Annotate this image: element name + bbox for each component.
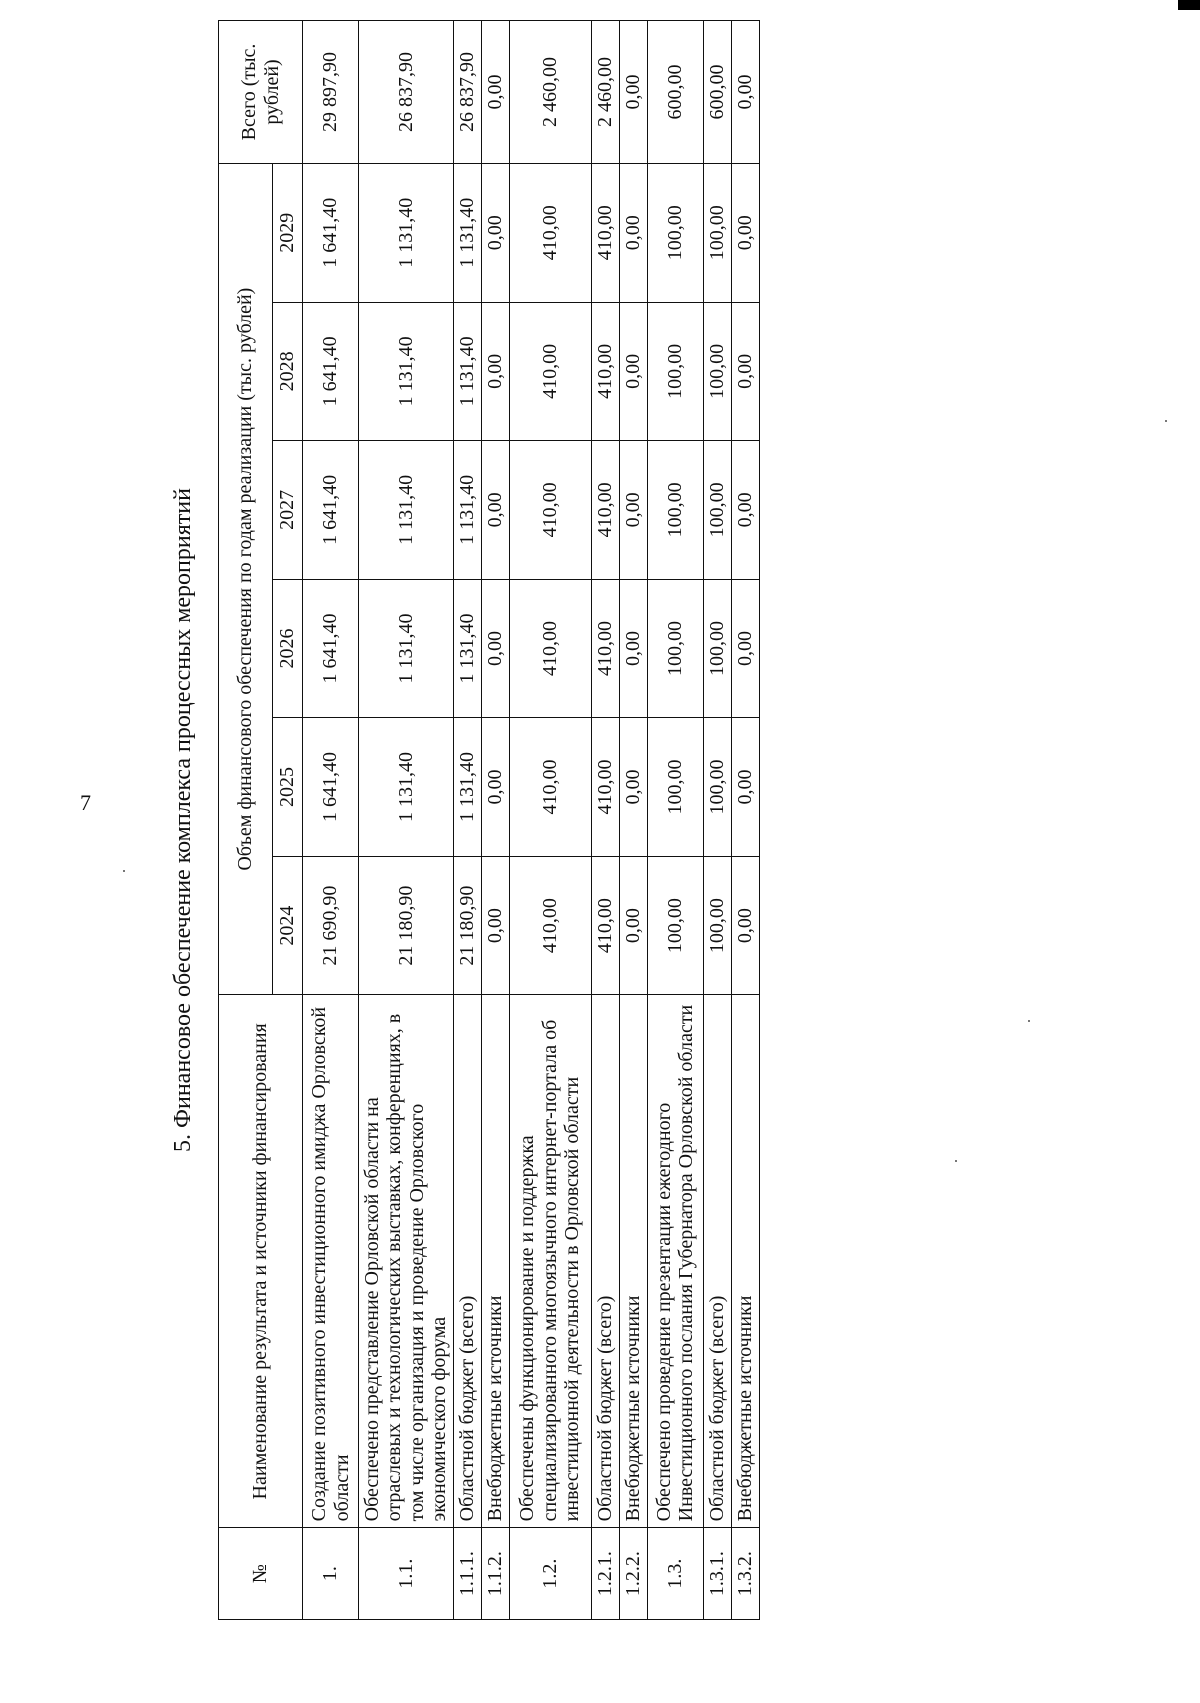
rotated-page-content bbox=[140, 20, 1190, 1620]
year-value: 410,00 bbox=[509, 441, 591, 580]
row-total: 600,00 bbox=[647, 21, 703, 164]
year-value: 0,00 bbox=[481, 718, 509, 857]
table-row bbox=[591, 21, 619, 1620]
year-value: 1 641,40 bbox=[303, 302, 359, 441]
header-year: 2029 bbox=[273, 163, 303, 302]
row-total: 29 897,90 bbox=[303, 21, 359, 164]
year-value: 1 641,40 bbox=[303, 718, 359, 857]
scan-dot bbox=[123, 870, 125, 872]
year-value: 100,00 bbox=[647, 302, 703, 441]
year-value: 100,00 bbox=[703, 579, 731, 718]
year-value: 1 131,40 bbox=[359, 441, 454, 580]
year-value: 1 131,40 bbox=[359, 718, 454, 857]
row-number: 1.2.1. bbox=[591, 1528, 619, 1620]
row-number: 1.2. bbox=[509, 1528, 591, 1620]
year-value: 0,00 bbox=[619, 579, 647, 718]
row-total: 0,00 bbox=[731, 21, 759, 164]
year-value: 0,00 bbox=[481, 579, 509, 718]
year-value: 100,00 bbox=[703, 718, 731, 857]
year-value: 1 131,40 bbox=[359, 579, 454, 718]
year-value: 0,00 bbox=[619, 163, 647, 302]
year-value: 100,00 bbox=[703, 856, 731, 995]
year-value: 410,00 bbox=[591, 718, 619, 857]
row-number: 1.1.1. bbox=[453, 1528, 481, 1620]
year-value: 0,00 bbox=[731, 856, 759, 995]
row-total: 0,00 bbox=[619, 21, 647, 164]
year-value: 21 180,90 bbox=[359, 856, 454, 995]
year-value: 1 131,40 bbox=[359, 163, 454, 302]
table-row bbox=[453, 21, 481, 1620]
year-value: 0,00 bbox=[731, 441, 759, 580]
year-value: 1 131,40 bbox=[453, 718, 481, 857]
year-value: 410,00 bbox=[591, 163, 619, 302]
header-no: № bbox=[219, 1528, 303, 1620]
year-value: 100,00 bbox=[703, 163, 731, 302]
row-name: Областной бюджет (всего) bbox=[453, 995, 481, 1528]
year-value: 0,00 bbox=[731, 718, 759, 857]
year-value: 0,00 bbox=[481, 302, 509, 441]
year-value: 410,00 bbox=[591, 441, 619, 580]
table-row bbox=[647, 21, 703, 1620]
year-value: 100,00 bbox=[647, 441, 703, 580]
header-year: 2025 bbox=[273, 718, 303, 857]
year-value: 1 131,40 bbox=[453, 302, 481, 441]
year-value: 410,00 bbox=[591, 302, 619, 441]
year-value: 410,00 bbox=[591, 579, 619, 718]
row-total: 26 837,90 bbox=[453, 21, 481, 164]
row-name: Областной бюджет (всего) bbox=[591, 995, 619, 1528]
row-number: 1.3.2. bbox=[731, 1528, 759, 1620]
year-value: 410,00 bbox=[509, 163, 591, 302]
year-value: 1 641,40 bbox=[303, 441, 359, 580]
year-value: 0,00 bbox=[481, 163, 509, 302]
row-name: Создание позитивного инвестиционного имиджа Орловской области bbox=[303, 995, 359, 1528]
year-value: 0,00 bbox=[619, 718, 647, 857]
year-value: 100,00 bbox=[647, 856, 703, 995]
header-name: Наименование результата и источники финансирования bbox=[219, 995, 303, 1528]
year-value: 410,00 bbox=[509, 579, 591, 718]
row-name: Внебюджетные источники bbox=[481, 995, 509, 1528]
year-value: 410,00 bbox=[591, 856, 619, 995]
year-value: 1 131,40 bbox=[453, 163, 481, 302]
row-total: 2 460,00 bbox=[591, 21, 619, 164]
scan-edge-mark bbox=[1178, 0, 1200, 10]
year-value: 410,00 bbox=[509, 302, 591, 441]
header-total: Всего (тыс. рублей) bbox=[219, 21, 303, 164]
row-name: Обеспечены функционирование и поддержка специализированного многоязычного интернет-портала об инвестиционной деятельности в Орловской области bbox=[509, 995, 591, 1528]
row-total: 0,00 bbox=[481, 21, 509, 164]
section-title: 5. Финансовое обеспечение комплекса процессных мероприятий bbox=[170, 488, 196, 1152]
table-row bbox=[481, 21, 509, 1620]
row-number: 1.1. bbox=[359, 1528, 454, 1620]
year-value: 100,00 bbox=[647, 163, 703, 302]
year-value: 0,00 bbox=[731, 163, 759, 302]
table-row bbox=[731, 21, 759, 1620]
row-name: Внебюджетные источники bbox=[619, 995, 647, 1528]
row-number: 1.3. bbox=[647, 1528, 703, 1620]
header-year: 2027 bbox=[273, 441, 303, 580]
row-total: 26 837,90 bbox=[359, 21, 454, 164]
year-value: 0,00 bbox=[619, 302, 647, 441]
table-row bbox=[703, 21, 731, 1620]
year-value: 100,00 bbox=[703, 302, 731, 441]
year-value: 0,00 bbox=[481, 856, 509, 995]
table-row bbox=[619, 21, 647, 1620]
row-name: Обеспечено представление Орловской области на отраслевых и технологических выставках, конференциях, в том числе организация и проведение Орловского экономического форума bbox=[359, 995, 454, 1528]
year-value: 21 690,90 bbox=[303, 856, 359, 995]
header-years-group: Объем финансового обеспечения по годам реализации (тыс. рублей) bbox=[219, 163, 273, 994]
year-value: 410,00 bbox=[509, 718, 591, 857]
year-value: 1 641,40 bbox=[303, 579, 359, 718]
year-value: 100,00 bbox=[647, 718, 703, 857]
year-value: 1 131,40 bbox=[453, 579, 481, 718]
year-value: 1 131,40 bbox=[453, 441, 481, 580]
row-number: 1. bbox=[303, 1528, 359, 1620]
year-value: 21 180,90 bbox=[453, 856, 481, 995]
year-value: 100,00 bbox=[647, 579, 703, 718]
year-value: 0,00 bbox=[619, 441, 647, 580]
year-value: 0,00 bbox=[731, 579, 759, 718]
year-value: 1 641,40 bbox=[303, 163, 359, 302]
year-value: 0,00 bbox=[481, 441, 509, 580]
year-value: 0,00 bbox=[731, 302, 759, 441]
row-name: Внебюджетные источники bbox=[731, 995, 759, 1528]
table-row bbox=[303, 21, 359, 1620]
row-number: 1.3.1. bbox=[703, 1528, 731, 1620]
year-value: 1 131,40 bbox=[359, 302, 454, 441]
page-number: 7 bbox=[80, 790, 91, 815]
row-number: 1.2.2. bbox=[619, 1528, 647, 1620]
table-row bbox=[509, 21, 591, 1620]
row-name: Областной бюджет (всего) bbox=[703, 995, 731, 1528]
year-value: 410,00 bbox=[509, 856, 591, 995]
row-total: 600,00 bbox=[703, 21, 731, 164]
row-number: 1.1.2. bbox=[481, 1528, 509, 1620]
table-row bbox=[359, 21, 454, 1620]
row-name: Обеспечено проведение презентации ежегодного Инвестиционного послания Губернатора Орловской области bbox=[647, 995, 703, 1528]
header-year: 2028 bbox=[273, 302, 303, 441]
row-total: 2 460,00 bbox=[509, 21, 591, 164]
year-value: 0,00 bbox=[619, 856, 647, 995]
header-year: 2024 bbox=[273, 856, 303, 995]
year-value: 100,00 bbox=[703, 441, 731, 580]
financing-table bbox=[218, 20, 760, 1620]
header-year: 2026 bbox=[273, 579, 303, 718]
